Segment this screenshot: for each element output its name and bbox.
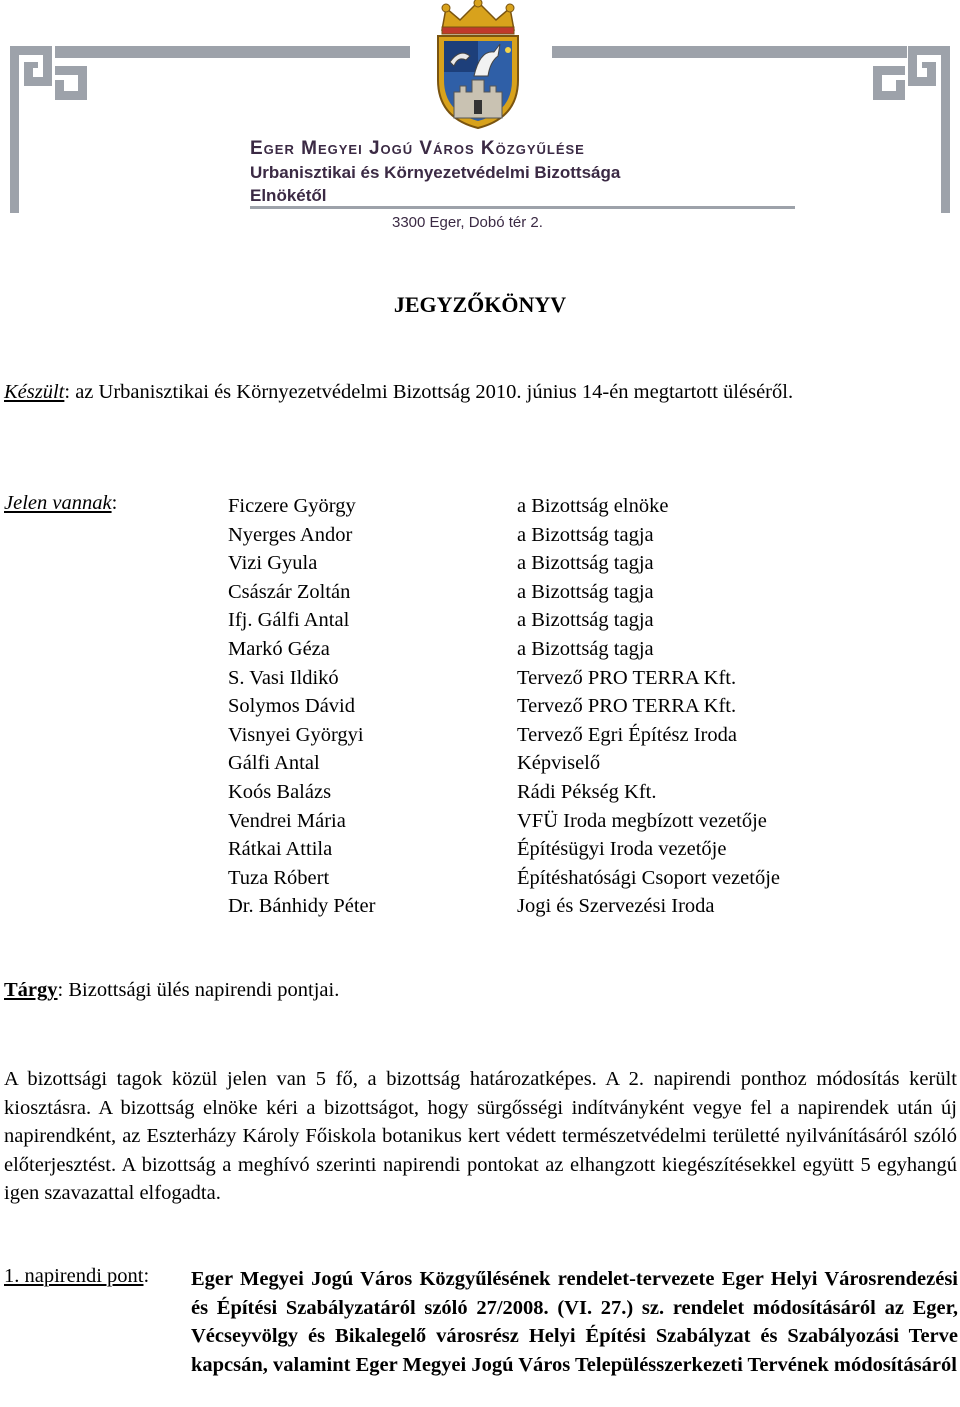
agenda-item-colon: : (143, 1265, 150, 1287)
present-label: Jelen vannak (4, 492, 112, 514)
attendee-name: Solymos Dávid (228, 695, 355, 718)
attendee-name: Vendrei Mária (228, 809, 346, 832)
attendee-role: Építéshatósági Csoport vezetője (517, 866, 781, 889)
keszult-paragraph (4, 378, 957, 407)
attendee-name: Koós Balázs (228, 780, 332, 803)
attendee-name: Rátkai Attila (228, 838, 333, 861)
keszult-text: : az Urbanisztikai és Környezetvédelmi Bizottság 2010. június 14-én megtartott üléséről. (64, 381, 794, 403)
attendee-role: Tervező Egri Építész Iroda (517, 723, 737, 746)
attendee-role: VFÜ Iroda megbízott vezetője (517, 809, 767, 832)
attendee-roles (517, 492, 780, 921)
subject-label: Tárgy (4, 979, 58, 1001)
attendee-role: Képviselő (517, 752, 601, 775)
attendee-role: Rádi Pékség Kft. (517, 780, 657, 803)
attendee-name: Császár Zoltán (228, 580, 351, 603)
attendee-role: a Bizottság tagja (517, 523, 654, 546)
attendee-role: a Bizottság tagja (517, 552, 654, 575)
attendee-name: Vizi Gyula (228, 552, 318, 575)
attendee-name: Visnyei Györgyi (228, 723, 364, 746)
subject-text: : Bizottsági ülés napirendi pontjai. (57, 979, 340, 1001)
attendee-name: Ficzere György (228, 495, 356, 517)
body-paragraph: A bizottsági tagok közül jelen van 5 fő, a bizottság határozatképes. A 2. napirendi ponthoz módosítás került kiosztásra. A bizottság elnöke kéri a bizottságot, hogy sürgősségi indítványként vegye fel a napirendek után új napirendként, az Eszterházy Károly Főiskola botanikus kert védett természetvédelmi területté nyilvánításáról szóló előterjesztést. A bizottság a meghívó szerinti napirendi pontokat az elhangzott kiegészítésekkel együtt 5 egyhangú igen szavazattal elfogadta. (4, 1068, 957, 1205)
letterhead-from: Elnökétől (250, 186, 327, 205)
letterhead-committee: Urbanisztikai és Környezetvédelmi Bizottsága (250, 163, 621, 182)
attendee-name: Gálfi Antal (228, 752, 320, 775)
attendee-role: Tervező PRO TERRA Kft. (517, 695, 737, 718)
attendee-role: Jogi és Szervezési Iroda (517, 895, 715, 918)
attendee-role: Építésügyi Iroda vezetője (517, 838, 727, 861)
agenda-item-text: Eger Megyei Jogú Város Közgyűlésének rendelet-tervezete Eger Helyi Városrendezési és Építési Szabályzatáról szóló 27/2008. (VI. 27.) sz. rendelet módosításáról az Eger, Vécseyvölgy és Bikalegelő városrész Helyi Építési Szabályzat és Szabályozási Terve kapcsán, valamint Eger Megyei Jogú Város Településszerkezeti Tervének módosításáról (191, 1268, 958, 1376)
attendee-name: Dr. Bánhidy Péter (228, 895, 376, 918)
coat-of-arms-emblem (428, 0, 528, 130)
attendee-name: Tuza Róbert (228, 866, 330, 889)
present-colon: : (111, 492, 118, 514)
attendee-name: Markó Géza (228, 637, 330, 660)
letterhead-address: 3300 Eger, Dobó tér 2. (392, 214, 543, 231)
present-label-block (4, 492, 117, 515)
keszult-label: Készült (4, 381, 65, 403)
agenda-item-label: 1. napirendi pont (4, 1265, 144, 1287)
attendee-role: a Bizottság elnöke (517, 495, 669, 517)
attendee-names (228, 492, 375, 921)
attendee-role: Tervező PRO TERRA Kft. (517, 666, 737, 689)
document-title: JEGYZŐKÖNYV (393, 292, 567, 317)
letterhead (0, 0, 960, 250)
attendee-role: a Bizottság tagja (517, 609, 654, 632)
agenda-item-label-block (4, 1265, 149, 1288)
attendee-role: a Bizottság tagja (517, 580, 654, 603)
subject-line (4, 979, 339, 1002)
letterhead-title: Eger Megyei Jogú Város Közgyűlése (250, 138, 585, 159)
attendee-name: Ifj. Gálfi Antal (228, 609, 350, 632)
attendee-name: S. Vasi Ildikó (228, 666, 339, 689)
attendee-name: Nyerges Andor (228, 523, 353, 546)
attendee-role: a Bizottság tagja (517, 637, 654, 660)
